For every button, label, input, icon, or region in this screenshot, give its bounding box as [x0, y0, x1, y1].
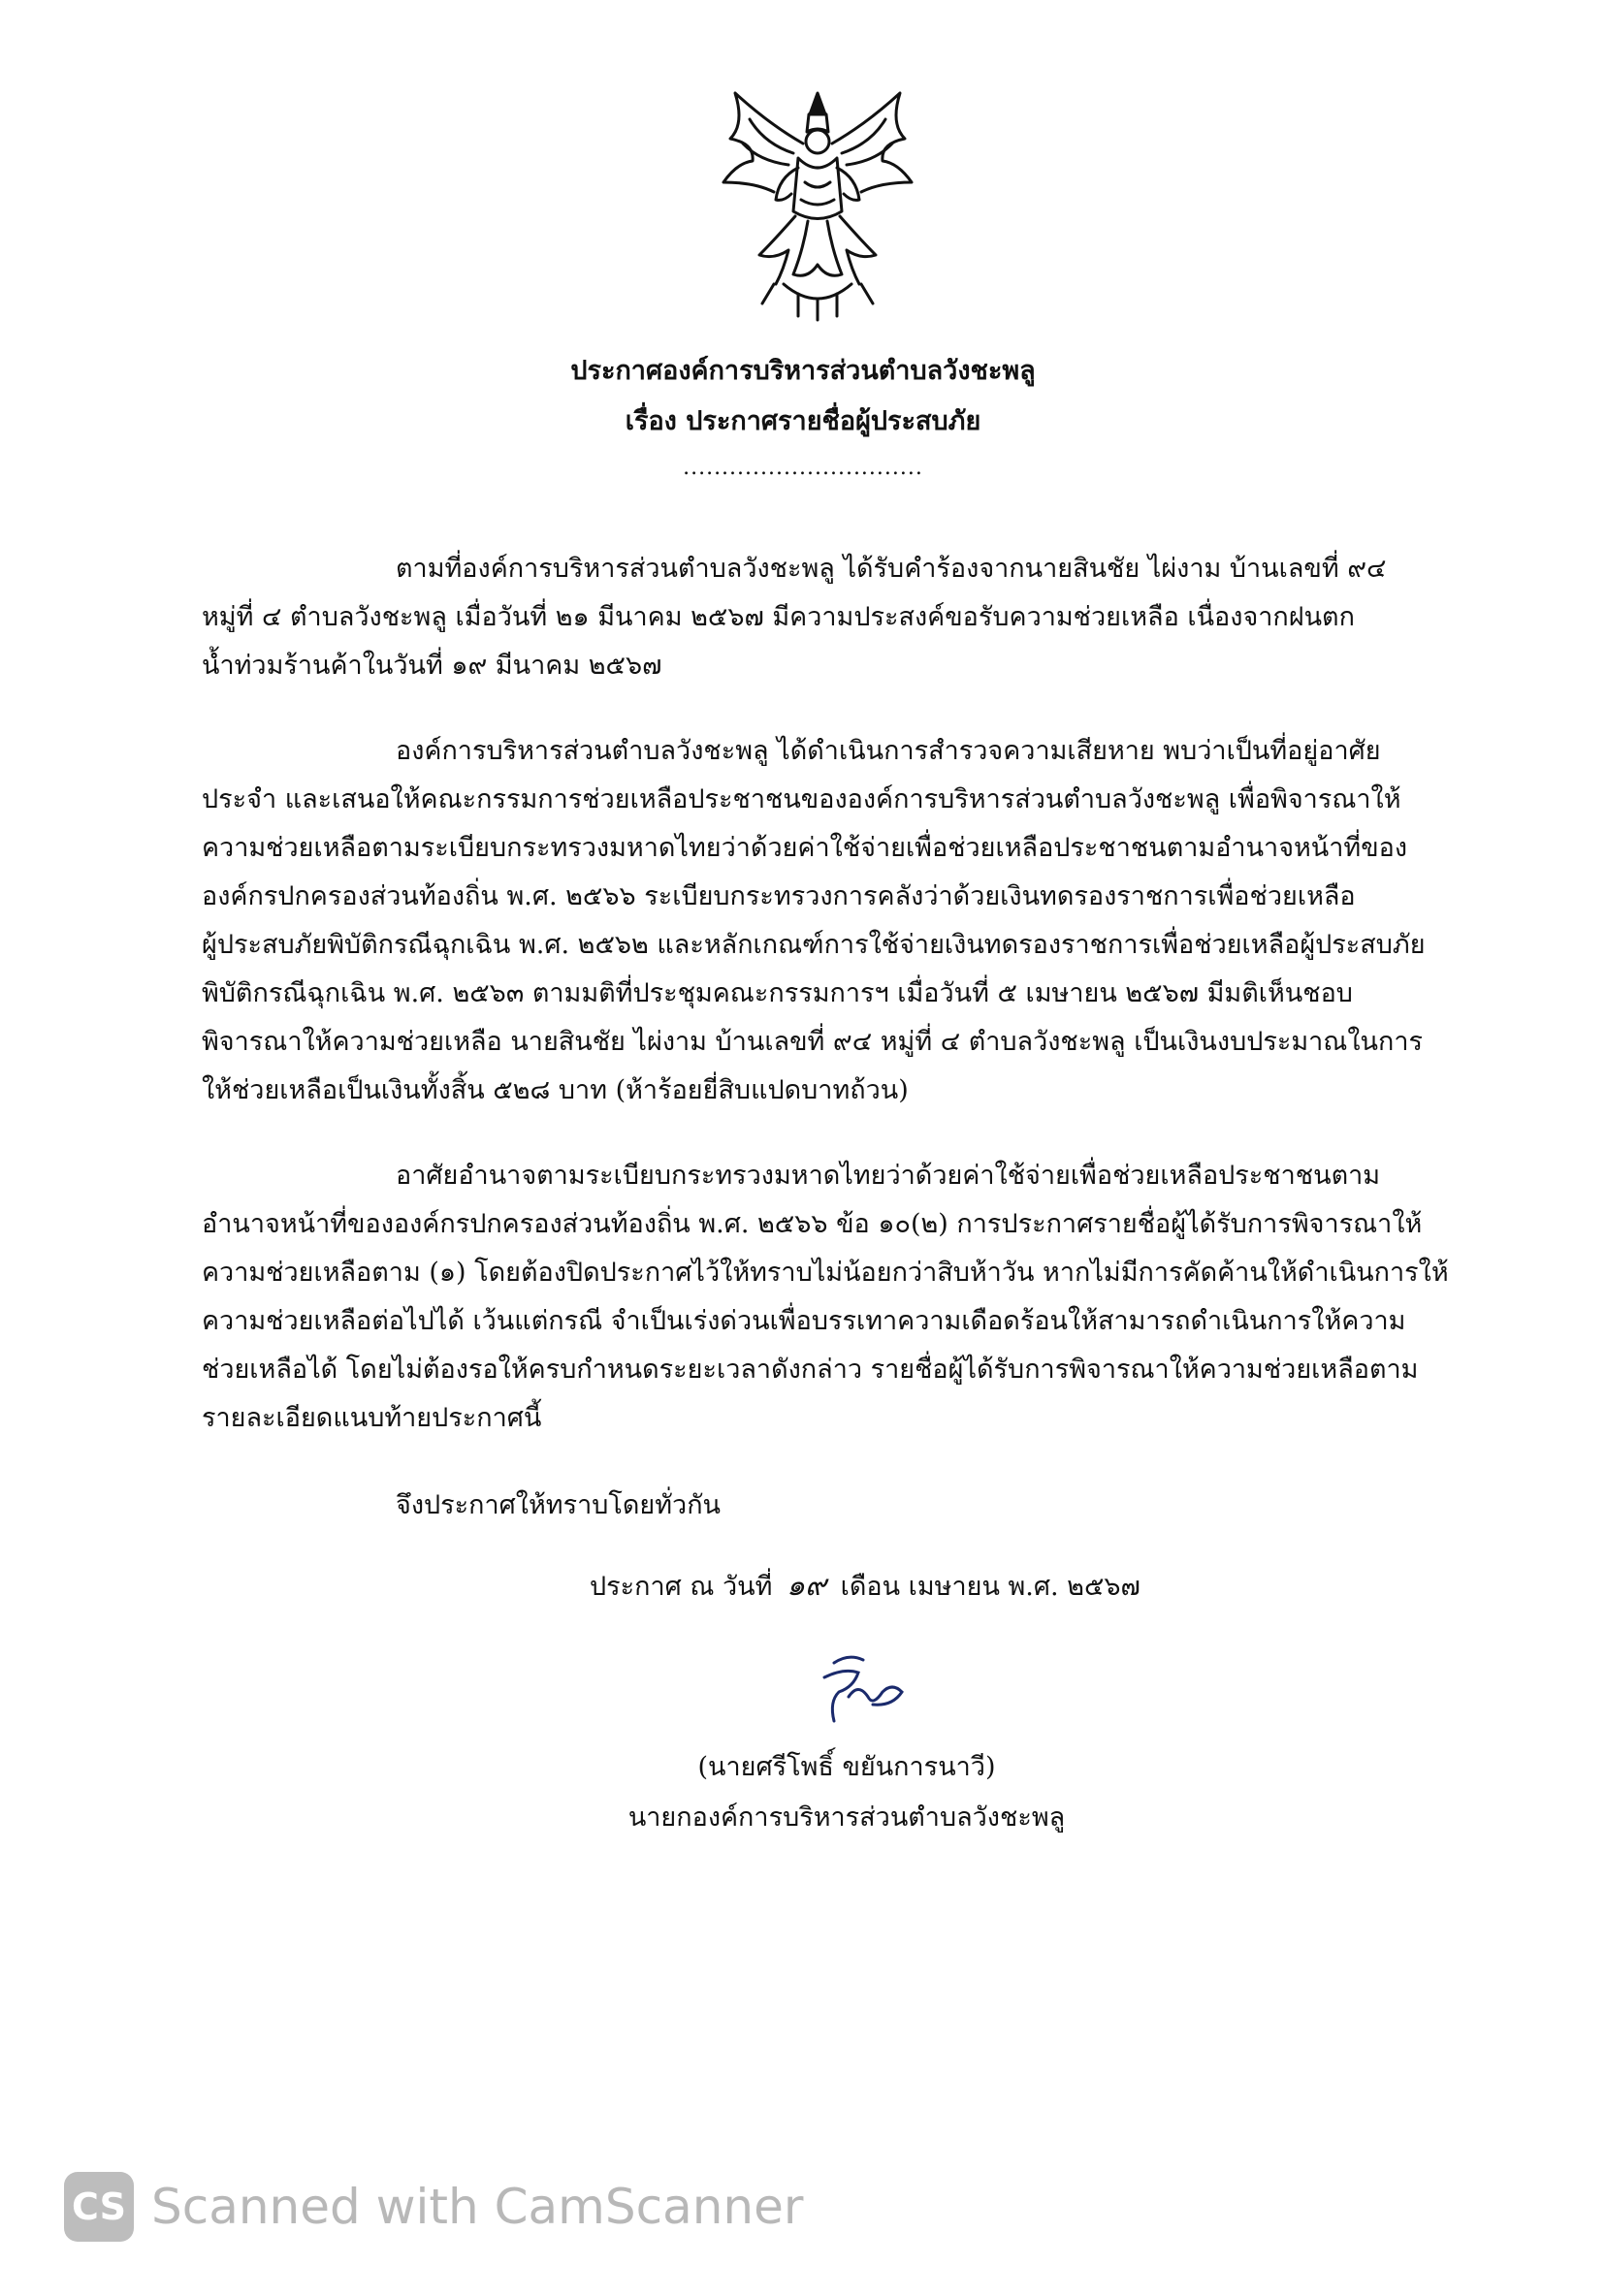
paragraph-line: ความช่วยเหลือตาม (๑) โดยต้องปิดประกาศไว้ให้ทราบไม่น้อยกว่าสิบห้าวัน หากไม่มีการคัดค้านให้ดำเนินการให้: [202, 1258, 1449, 1288]
paragraph-line: องค์กรปกครองส่วนท้องถิ่น พ.ศ. ๒๕๖๖ ระเบียบกระทรวงการคลังว่าด้วยเงินทดรองราชการเพื่อช่วยเหลือ: [202, 881, 1356, 911]
paragraph-line: ความช่วยเหลือต่อไปได้ เว้นแต่กรณี จำเป็นเร่งด่วนเพื่อบรรเทาความเดือดร้อนให้สามารถดำเนินการให้ความ: [202, 1306, 1406, 1336]
paragraph-line: พิจารณาให้ความช่วยเหลือ นายสินชัย ไผ่งาม บ้านเลขที่ ๙๔ หมู่ที่ ๔ ตำบลวังชะพลู เป็นเงินงบประมาณในการ: [202, 1027, 1424, 1057]
paragraph-line: ตามที่องค์การบริหารส่วนตำบลวังชะพลู ได้รับคำร้องจากนายสินชัย ไผ่งาม บ้านเลขที่ ๙๔: [396, 554, 1387, 584]
date-suffix: เดือน เมษายน พ.ศ. ๒๕๖๗: [840, 1572, 1140, 1602]
title-separator: ...............................: [683, 456, 923, 480]
paragraph-line: รายละเอียดแนบท้ายประกาศนี้: [202, 1403, 542, 1433]
paragraph-line: อำนาจหน้าที่ขององค์กรปกครองส่วนท้องถิ่น พ.ศ. ๒๕๖๖ ข้อ ๑๐(๒) การประกาศรายชื่อผู้ได้รับการพิจารณาให้: [202, 1209, 1423, 1239]
document-title: ประกาศองค์การบริหารส่วนตำบลวังชะพลู: [570, 356, 1036, 386]
paragraph-line: องค์การบริหารส่วนตำบลวังชะพลู ได้ดำเนินการสำรวจความเสียหาย พบว่าเป็นที่อยู่อาศัย: [396, 736, 1381, 766]
document-subject: เรื่อง ประกาศรายชื่อผู้ประสบภัย: [625, 406, 981, 436]
paragraph-line: พิบัติกรณีฉุกเฉิน พ.ศ. ๒๕๖๓ ตามมติที่ประชุมคณะกรรมการฯ เมื่อวันที่ ๕ เมษายน ๒๕๖๗ มีมติเห็นชอบ: [202, 978, 1353, 1008]
paragraph-line: อาศัยอำนาจตามระเบียบกระทรวงมหาดไทยว่าด้วยค่าใช้จ่ายเพื่อช่วยเหลือประชาชนตาม: [396, 1161, 1381, 1191]
camscanner-logo-icon: CS: [64, 2172, 134, 2242]
paragraph-line: หมู่ที่ ๔ ตำบลวังชะพลู เมื่อวันที่ ๒๑ มีนาคม ๒๕๖๗ มีความประสงค์ขอรับความช่วยเหลือ เนื่องจากฝนตก: [202, 602, 1355, 632]
paragraph-line: ผู้ประสบภัยพิบัติกรณีฉุกเฉิน พ.ศ. ๒๕๖๒ และหลักเกณฑ์การใช้จ่ายเงินทดรองราชการเพื่อช่วยเหลือผู้ประสบภัย: [202, 930, 1426, 960]
date-prefix: ประกาศ ณ วันที่: [590, 1572, 773, 1602]
paragraph-3: [202, 1152, 1462, 1443]
paragraph-line: ให้ช่วยเหลือเป็นเงินทั้งสิ้น ๕๒๘ บาท (ห้าร้อยยี่สิบแปดบาทถ้วน): [202, 1075, 909, 1105]
watermark-text: Scanned with CamScanner: [151, 2179, 804, 2235]
closing-statement: จึงประกาศให้ทราบโดยทั่วกัน: [396, 1490, 721, 1520]
paragraph-1: [202, 545, 1462, 690]
date-day-handwritten: ๑๙: [787, 1569, 827, 1603]
paragraph-line: ช่วยเหลือได้ โดยไม่ต้องรอให้ครบกำหนดระยะเวลาดังกล่าว รายชื่อผู้ได้รับการพิจารณาให้ความช่วยเหลือตาม: [202, 1355, 1419, 1385]
signatory-name: (นายศรีโพธิ์ ขยันการนาวี): [697, 1752, 996, 1782]
scanner-watermark: [64, 2168, 803, 2246]
signatory-title: นายกองค์การบริหารส่วนตำบลวังชะพลู: [627, 1802, 1066, 1833]
paragraph-line: ประจำ และเสนอให้คณะกรรมการช่วยเหลือประชาชนขององค์การบริหารส่วนตำบลวังชะพลู เพื่อพิจารณาให้: [202, 784, 1401, 814]
handwritten-signature-icon: [795, 1648, 921, 1736]
paragraph-line: น้ำท่วมร้านค้าในวันที่ ๑๙ มีนาคม ๒๕๖๗: [202, 651, 662, 681]
paragraph-line: ความช่วยเหลือตามระเบียบกระทรวงมหาดไทยว่าด้วยค่าใช้จ่ายเพื่อช่วยเหลือประชาชนตามอำนาจหน้าที่ของ: [202, 833, 1408, 863]
paragraph-2: [202, 727, 1462, 1115]
announcement-date: [590, 1563, 1140, 1609]
garuda-emblem-icon: [716, 85, 919, 323]
